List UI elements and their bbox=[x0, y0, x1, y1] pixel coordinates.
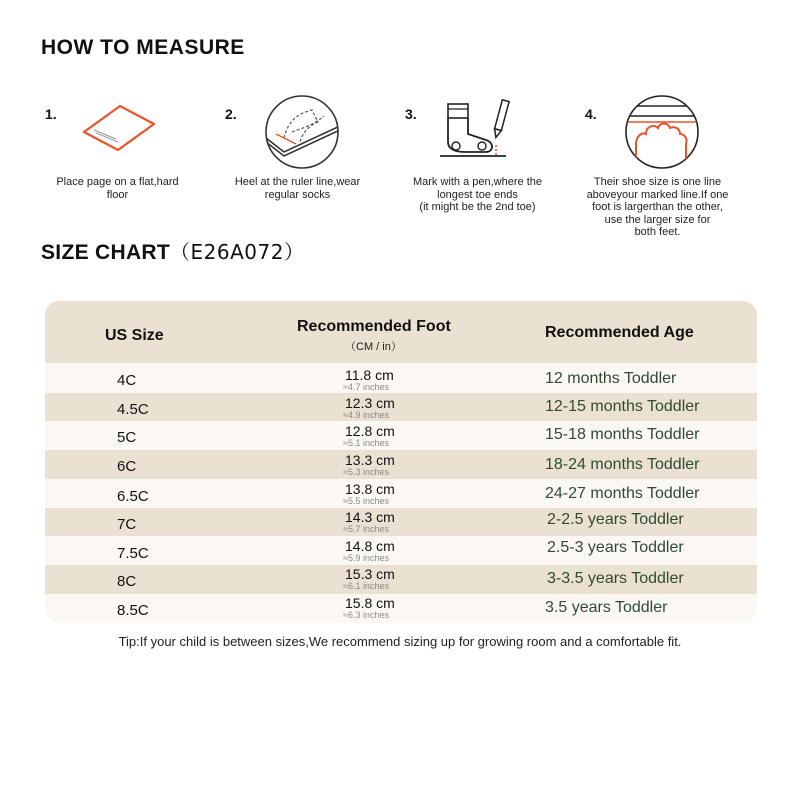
toe-line-icon bbox=[622, 92, 702, 172]
step-number: 2. bbox=[225, 106, 237, 122]
measure-step-4 bbox=[570, 92, 745, 242]
header-foot-unit: （CM / in） bbox=[345, 341, 402, 353]
recommended-age: 18-24 months Toddler bbox=[545, 456, 700, 473]
header-recommended-age: Recommended Age bbox=[545, 324, 694, 341]
step-caption: Mark with a pen,where the longest toe ends (it might be the 2nd toe) bbox=[412, 176, 542, 213]
foot-cm: 12.3 cm bbox=[345, 395, 395, 411]
foot-cm: 13.8 cm bbox=[345, 481, 395, 497]
us-size: 6.5C bbox=[117, 488, 149, 505]
us-size: 4.5C bbox=[117, 401, 149, 418]
table-row bbox=[45, 508, 757, 536]
foot-inches: ≈6.1 inches bbox=[343, 581, 389, 591]
recommended-age: 15-18 months Toddler bbox=[545, 426, 700, 443]
size-chart-title bbox=[41, 236, 304, 265]
table-row bbox=[45, 421, 757, 450]
header-recommended-foot: Recommended Foot bbox=[297, 318, 451, 335]
recommended-age: 24-27 months Toddler bbox=[545, 485, 700, 502]
measure-step-3 bbox=[390, 92, 565, 242]
foot-inches: ≈6.3 inches bbox=[343, 610, 389, 620]
measure-step-1 bbox=[30, 92, 205, 242]
step-caption: Their shoe size is one line aboveyour marked line.If one foot is largerthan the other, use the larger size for both feet. bbox=[586, 176, 729, 238]
recommended-age: 12-15 months Toddler bbox=[545, 398, 700, 415]
foot-inches: ≈5.1 inches bbox=[343, 438, 389, 448]
product-code: （E26A072） bbox=[170, 240, 305, 264]
foot-cm: 14.3 cm bbox=[345, 509, 395, 525]
size-chart-heading: SIZE CHART bbox=[41, 241, 170, 264]
step-number: 3. bbox=[405, 106, 417, 122]
sizing-tip: Tip:If your child is between sizes,We recommend sizing up for growing room and a comfortable fit. bbox=[118, 634, 682, 649]
step-number: 1. bbox=[45, 106, 57, 122]
foot-and-pen-icon bbox=[436, 98, 516, 162]
size-table bbox=[45, 301, 757, 623]
step-caption: Heel at the ruler line,wear regular socks bbox=[234, 176, 361, 201]
foot-inches: ≈5.9 inches bbox=[343, 553, 389, 563]
step-number: 4. bbox=[585, 106, 597, 122]
foot-inches: ≈5.7 inches bbox=[343, 524, 389, 534]
us-size: 7.5C bbox=[117, 545, 149, 562]
foot-inches: ≈4.9 inches bbox=[343, 410, 389, 420]
header-us-size: US Size bbox=[105, 327, 164, 344]
recommended-age: 3-3.5 years Toddler bbox=[547, 570, 684, 587]
us-size: 4C bbox=[117, 372, 137, 389]
table-row bbox=[45, 565, 757, 594]
us-size: 8.5C bbox=[117, 602, 149, 619]
foot-cm: 12.8 cm bbox=[345, 423, 395, 439]
table-row bbox=[45, 363, 757, 393]
foot-cm: 15.3 cm bbox=[345, 566, 395, 582]
step-caption: Place page on a flat,hard floor bbox=[56, 176, 179, 201]
foot-inches: ≈5.5 inches bbox=[343, 496, 389, 506]
us-size: 8C bbox=[117, 573, 137, 590]
us-size: 5C bbox=[117, 429, 137, 446]
foot-inches: ≈5.3 inches bbox=[343, 467, 389, 477]
foot-inches: ≈4.7 inches bbox=[343, 382, 389, 392]
how-to-measure-title: HOW TO MEASURE bbox=[41, 36, 245, 59]
measure-step-2 bbox=[210, 92, 385, 242]
us-size: 7C bbox=[117, 516, 137, 533]
paper-on-floor-icon bbox=[76, 102, 156, 158]
recommended-age: 2-2.5 years Toddler bbox=[547, 511, 684, 528]
foot-cm: 15.8 cm bbox=[345, 595, 395, 611]
foot-cm: 14.8 cm bbox=[345, 538, 395, 554]
table-row bbox=[45, 479, 757, 508]
recommended-age: 12 months Toddler bbox=[545, 370, 677, 387]
table-header bbox=[45, 301, 757, 363]
table-row bbox=[45, 393, 757, 421]
foot-cm: 13.3 cm bbox=[345, 452, 395, 468]
us-size: 6C bbox=[117, 458, 137, 475]
table-row bbox=[45, 450, 757, 479]
table-row bbox=[45, 594, 757, 623]
recommended-age: 3.5 years Toddler bbox=[545, 599, 668, 616]
recommended-age: 2.5-3 years Toddler bbox=[547, 539, 684, 556]
foot-cm: 11.8 cm bbox=[345, 367, 394, 383]
table-row bbox=[45, 536, 757, 565]
heel-on-ruler-icon bbox=[262, 92, 342, 172]
measure-steps bbox=[30, 92, 770, 242]
